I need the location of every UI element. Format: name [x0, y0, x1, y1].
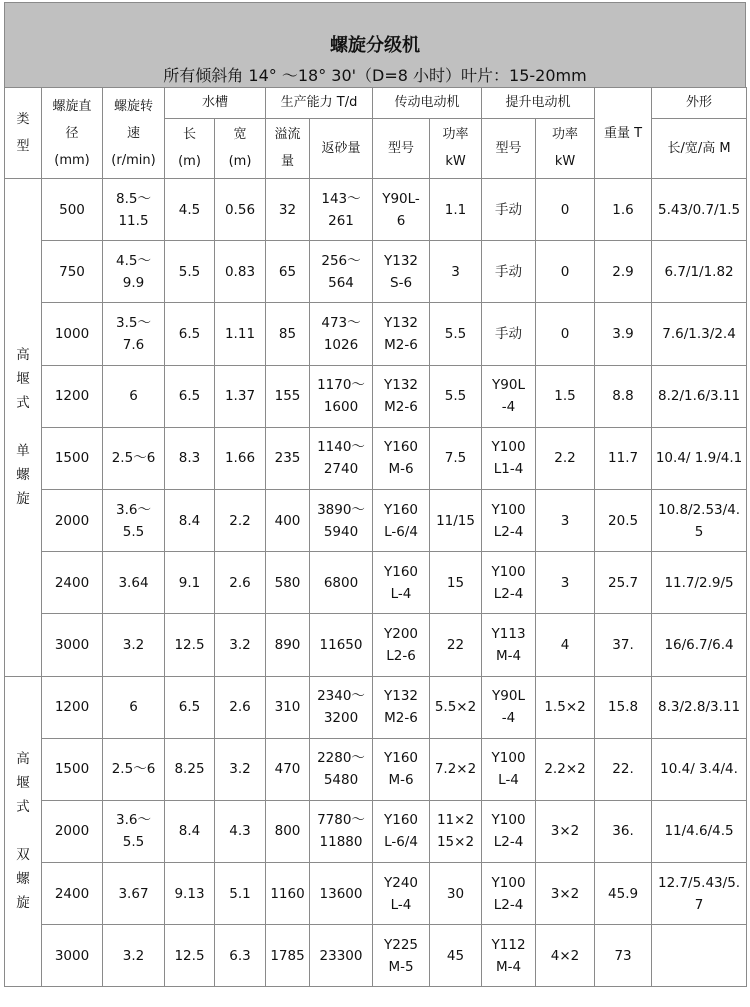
table-cell: 2280～ 5480 — [310, 738, 373, 800]
col-header-overflow: 溢流 量 — [266, 118, 310, 178]
table-cell: 手动 — [482, 241, 536, 303]
table-cell: 65 — [266, 241, 310, 303]
table-cell: 8.8 — [595, 365, 652, 427]
table-cell: 2400 — [42, 863, 103, 925]
table-cell: 手动 — [482, 179, 536, 241]
table-cell: 11.7/2.9/5 — [652, 552, 747, 614]
col-header-diameter: 螺旋直 径 (mm) — [42, 88, 103, 179]
table-cell: 1000 — [42, 303, 103, 365]
table-cell: 37. — [595, 614, 652, 676]
table-cell: 2000 — [42, 800, 103, 862]
table-cell: 8.25 — [165, 738, 215, 800]
col-header-drive-motor: 传动电动机 — [373, 88, 482, 119]
table-cell: 256～ 564 — [310, 241, 373, 303]
table-cell: Y100 L2-4 — [482, 489, 536, 551]
table-cell: 8.3/2.8/3.11 — [652, 676, 747, 738]
table-cell: 235 — [266, 427, 310, 489]
table-cell: 0 — [536, 179, 595, 241]
table-cell: 400 — [266, 489, 310, 551]
table-body — [5, 179, 747, 987]
table-cell: 1140～ 2740 — [310, 427, 373, 489]
table-cell: 890 — [266, 614, 310, 676]
table-cell: Y100 L2-4 — [482, 552, 536, 614]
table-cell: 2.5～6 — [103, 738, 165, 800]
table-cell: 2.5～6 — [103, 427, 165, 489]
table-cell: 6.7/1/1.82 — [652, 241, 747, 303]
table-cell: Y160 L-6/4 — [373, 489, 430, 551]
col-header-drive-power: 功率 kW — [430, 118, 482, 178]
table-cell: 5.5 — [430, 365, 482, 427]
table-cell — [652, 925, 747, 987]
table-cell: 73 — [595, 925, 652, 987]
table-cell: 10.8/2.53/4. 5 — [652, 489, 747, 551]
table-cell: 310 — [266, 676, 310, 738]
table-cell: 0.83 — [215, 241, 266, 303]
table-cell: 1.37 — [215, 365, 266, 427]
table-row — [5, 738, 747, 800]
table-cell: 1500 — [42, 738, 103, 800]
table-cell: 9.13 — [165, 863, 215, 925]
table-cell: 3890～ 5940 — [310, 489, 373, 551]
table-cell: 8.2/1.6/3.11 — [652, 365, 747, 427]
table-cell: 1.1 — [430, 179, 482, 241]
table-cell: Y100 L2-4 — [482, 800, 536, 862]
table-cell: 11/4.6/4.5 — [652, 800, 747, 862]
type-cell: 高 堰 式 双 螺 旋 — [5, 676, 42, 987]
table-cell: 470 — [266, 738, 310, 800]
table-cell: 1160 — [266, 863, 310, 925]
col-header-type: 类 型 — [5, 88, 42, 179]
table-cell: 1.6 — [595, 179, 652, 241]
table-cell: 1.11 — [215, 303, 266, 365]
table-cell: 1.5×2 — [536, 676, 595, 738]
col-header-dims: 外形 — [652, 88, 747, 119]
table-cell: 6.5 — [165, 365, 215, 427]
table-cell: 11/15 — [430, 489, 482, 551]
table-cell: 3000 — [42, 614, 103, 676]
table-cell: 8.5～ 11.5 — [103, 179, 165, 241]
table-cell: Y132 S-6 — [373, 241, 430, 303]
table-cell: 750 — [42, 241, 103, 303]
header-row-1 — [5, 88, 747, 119]
table-cell: Y132 M2-6 — [373, 676, 430, 738]
table-cell: 3.6～ 5.5 — [103, 800, 165, 862]
table-cell: 3×2 — [536, 863, 595, 925]
table-row — [5, 427, 747, 489]
table-cell: Y160 M-6 — [373, 738, 430, 800]
table-cell: 143～ 261 — [310, 179, 373, 241]
table-cell: 3.5～ 7.6 — [103, 303, 165, 365]
table-cell: 3.6～ 5.5 — [103, 489, 165, 551]
table-cell: 0.56 — [215, 179, 266, 241]
col-header-weight: 重量 T — [595, 88, 652, 179]
table-cell: 11.7 — [595, 427, 652, 489]
table-cell: Y160 M-6 — [373, 427, 430, 489]
table-row — [5, 552, 747, 614]
table-cell: 8.3 — [165, 427, 215, 489]
table-cell: 6.3 — [215, 925, 266, 987]
table-cell: Y90L- 6 — [373, 179, 430, 241]
table-cell: 10.4/ 3.4/4. — [652, 738, 747, 800]
table-cell: 5.5 — [165, 241, 215, 303]
table-cell: 580 — [266, 552, 310, 614]
table-cell: 3×2 — [536, 800, 595, 862]
table-cell: 800 — [266, 800, 310, 862]
table-cell: 3.67 — [103, 863, 165, 925]
table-cell: 11650 — [310, 614, 373, 676]
table-row — [5, 925, 747, 987]
table-row — [5, 303, 747, 365]
table-cell: Y225 M-5 — [373, 925, 430, 987]
table-cell: 13600 — [310, 863, 373, 925]
table-cell: 3.2 — [103, 614, 165, 676]
type-cell: 高 堰 式 单 螺 旋 — [5, 179, 42, 677]
table-cell: 12.7/5.43/5. 7 — [652, 863, 747, 925]
table-cell: 7.2×2 — [430, 738, 482, 800]
table-cell: Y160 L-4 — [373, 552, 430, 614]
col-header-dims-sub: 长/宽/高 M — [652, 118, 747, 178]
table-cell: 4.5 — [165, 179, 215, 241]
table-cell: 1170～ 1600 — [310, 365, 373, 427]
col-header-capacity: 生产能力 T/d — [266, 88, 373, 119]
table-cell: 2.2 — [536, 427, 595, 489]
table-cell: Y100 L2-4 — [482, 863, 536, 925]
col-header-lift-motor: 提升电动机 — [482, 88, 595, 119]
table-cell: 手动 — [482, 303, 536, 365]
table-cell: 3 — [536, 489, 595, 551]
table-cell: 23300 — [310, 925, 373, 987]
table-row — [5, 241, 747, 303]
table-cell: 6 — [103, 676, 165, 738]
table-cell: 5.5×2 — [430, 676, 482, 738]
table-cell: 32 — [266, 179, 310, 241]
table-cell: 6800 — [310, 552, 373, 614]
table-cell: 4 — [536, 614, 595, 676]
col-header-trough-width: 宽 (m) — [215, 118, 266, 178]
table-cell: 2.9 — [595, 241, 652, 303]
table-cell: 7780～ 11880 — [310, 800, 373, 862]
table-cell: 20.5 — [595, 489, 652, 551]
table-cell: 30 — [430, 863, 482, 925]
table-cell: 10.4/ 1.9/4.1 — [652, 427, 747, 489]
table-cell: 3 — [536, 552, 595, 614]
table-cell: 1200 — [42, 365, 103, 427]
table-cell: 5.5 — [430, 303, 482, 365]
table-cell: 7.5 — [430, 427, 482, 489]
col-header-trough: 水槽 — [165, 88, 266, 119]
table-cell: 3.2 — [103, 925, 165, 987]
table-cell: 5.43/0.7/1.5 — [652, 179, 747, 241]
page-title: 螺旋分级机 — [330, 35, 420, 56]
table-row — [5, 489, 747, 551]
col-header-speed: 螺旋转 速 (r/min) — [103, 88, 165, 179]
table-cell: 3.2 — [215, 614, 266, 676]
table-cell: 2.6 — [215, 552, 266, 614]
table-cell: 3000 — [42, 925, 103, 987]
table-cell: 155 — [266, 365, 310, 427]
table-row — [5, 365, 747, 427]
table-cell: 45 — [430, 925, 482, 987]
table-cell: 473～ 1026 — [310, 303, 373, 365]
table-cell: 12.5 — [165, 925, 215, 987]
table-cell: 22. — [595, 738, 652, 800]
table-cell: 45.9 — [595, 863, 652, 925]
table-row — [5, 676, 747, 738]
table-cell: Y90L -4 — [482, 365, 536, 427]
table-cell: 85 — [266, 303, 310, 365]
table-cell: 7.6/1.3/2.4 — [652, 303, 747, 365]
table-cell: 3.2 — [215, 738, 266, 800]
col-header-drive-model: 型号 — [373, 118, 430, 178]
col-header-lift-power: 功率 kW — [536, 118, 595, 178]
table-cell: 1.5 — [536, 365, 595, 427]
table-cell: 9.1 — [165, 552, 215, 614]
table-cell: 12.5 — [165, 614, 215, 676]
table-cell: Y113 M-4 — [482, 614, 536, 676]
table-cell: 8.4 — [165, 489, 215, 551]
table-cell: 16/6.7/6.4 — [652, 614, 747, 676]
table-cell: Y132 M2-6 — [373, 303, 430, 365]
table-cell: 500 — [42, 179, 103, 241]
table-cell: 0 — [536, 241, 595, 303]
table-row — [5, 800, 747, 862]
table-cell: 2.2×2 — [536, 738, 595, 800]
table-cell: Y200 L2-6 — [373, 614, 430, 676]
page-subtitle: 所有倾斜角 14° ～18° 30'（D=8 小时）叶片：15-20mm — [163, 66, 587, 85]
table-cell: Y112 M-4 — [482, 925, 536, 987]
table-cell: 6.5 — [165, 303, 215, 365]
table-cell: Y100 L-4 — [482, 738, 536, 800]
table-cell: 8.4 — [165, 800, 215, 862]
table-cell: 2000 — [42, 489, 103, 551]
table-cell: 22 — [430, 614, 482, 676]
table-cell: 2.2 — [215, 489, 266, 551]
table-cell: 2400 — [42, 552, 103, 614]
table-cell: 1785 — [266, 925, 310, 987]
table-row — [5, 179, 747, 241]
table-cell: 0 — [536, 303, 595, 365]
table-cell: Y240 L-4 — [373, 863, 430, 925]
table-cell: 3.64 — [103, 552, 165, 614]
table-cell: 3.9 — [595, 303, 652, 365]
table-cell: Y160 L-6/4 — [373, 800, 430, 862]
table-cell: Y132 M2-6 — [373, 365, 430, 427]
table-row — [5, 614, 747, 676]
table-cell: 1.66 — [215, 427, 266, 489]
col-header-trough-length: 长 (m) — [165, 118, 215, 178]
spec-sheet — [4, 2, 746, 987]
table-cell: Y90L -4 — [482, 676, 536, 738]
table-cell: 15.8 — [595, 676, 652, 738]
table-cell: 1500 — [42, 427, 103, 489]
table-cell: 1200 — [42, 676, 103, 738]
col-header-lift-model: 型号 — [482, 118, 536, 178]
spec-table — [4, 87, 747, 987]
table-cell: 2340～ 3200 — [310, 676, 373, 738]
table-cell: Y100 L1-4 — [482, 427, 536, 489]
table-cell: 4.5～ 9.9 — [103, 241, 165, 303]
table-cell: 11×2 15×2 — [430, 800, 482, 862]
title-banner — [4, 2, 746, 87]
table-cell: 25.7 — [595, 552, 652, 614]
table-cell: 5.1 — [215, 863, 266, 925]
table-cell: 6 — [103, 365, 165, 427]
col-header-sand-return: 返砂量 — [310, 118, 373, 178]
table-cell: 15 — [430, 552, 482, 614]
table-cell: 4.3 — [215, 800, 266, 862]
table-cell: 2.6 — [215, 676, 266, 738]
table-cell: 4×2 — [536, 925, 595, 987]
table-cell: 6.5 — [165, 676, 215, 738]
table-cell: 3 — [430, 241, 482, 303]
table-cell: 36. — [595, 800, 652, 862]
table-row — [5, 863, 747, 925]
